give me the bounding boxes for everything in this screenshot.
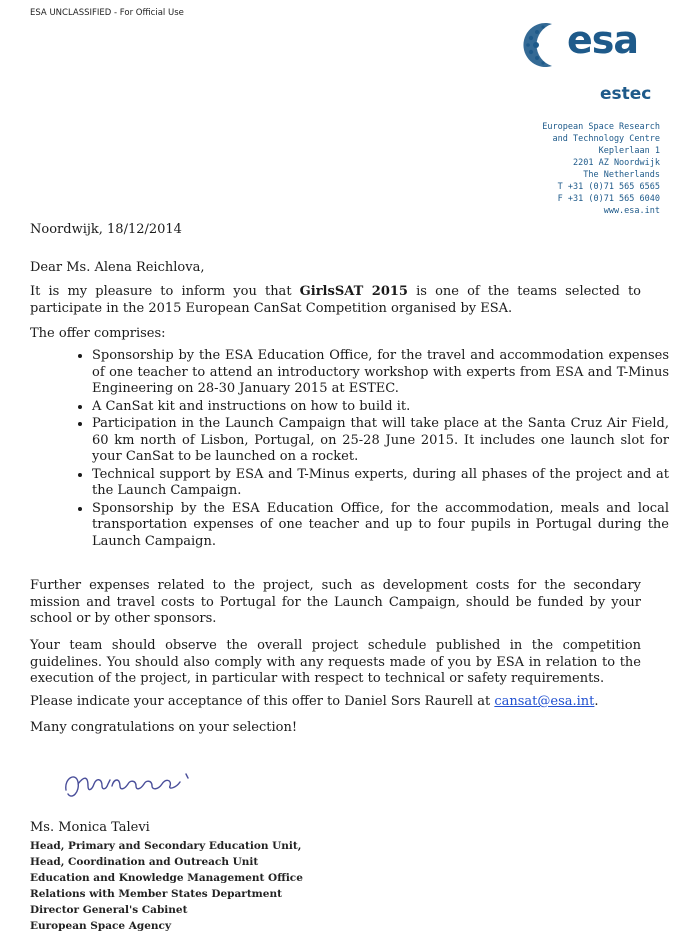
address-line: 2201 AZ Noordwijk <box>573 158 660 168</box>
place-date: Noordwijk, 18/12/2014 <box>30 222 182 237</box>
list-item: • Participation in the Launch Campaign that will take place at the Santa Cruz Air Field, 60 km north of Lisbon, Portugal, on 25-28 June 2015. It includes one launch slot for your CanSat to be launched on a rocket. <box>92 416 669 466</box>
team-name: GirlsSAT 2015 <box>299 284 408 299</box>
esa-wordmark: esa <box>567 18 639 62</box>
intro-paragraph: It is my pleasure to inform you that GirlsSAT 2015 is one of the teams selected to participate in the 2015 European CanSat Competition organised by ESA. <box>30 284 641 316</box>
email-link[interactable]: cansat@esa.int <box>494 694 595 709</box>
classification-label: ESA UNCLASSIFIED - For Official Use <box>30 8 184 18</box>
salutation: Dear Ms. Alena Reichlova, <box>30 260 205 275</box>
offer-list <box>64 348 669 551</box>
list-item: • Sponsorship by the ESA Education Office, for the travel and accommodation expenses of one teacher to attend an introductory workshop with experts from ESA and T-Minus Engineering on 28-30 January 2015 at ESTEC. <box>92 348 669 398</box>
title-line: Relations with Member States Department <box>30 888 282 900</box>
handwritten-signature <box>58 760 208 808</box>
title-line: European Space Agency <box>30 920 172 932</box>
schedule-paragraph: Your team should observe the overall project schedule published in the competition guidelines. You should also comply with any requests made of you by ESA in relation to the execution of the project, in particular with respect to technical or safety requirements. <box>30 638 641 686</box>
address-line: T +31 (0)71 565 6565 <box>557 182 660 192</box>
address-block <box>542 121 660 217</box>
signer-titles <box>30 838 303 934</box>
offer-heading: The offer comprises: <box>30 326 166 341</box>
address-line: Keplerlaan 1 <box>598 146 660 156</box>
acceptance-paragraph: Please indicate your acceptance of this offer to Daniel Sors Raurell at cansat@esa.int. <box>30 694 599 709</box>
address-line: European Space Research <box>542 122 660 132</box>
title-line: Head, Primary and Secondary Education Unit, <box>30 840 302 852</box>
expenses-paragraph: Further expenses related to the project, such as development costs for the secondary mission and travel costs to Portugal for the Launch Campaign, should be funded by your school or by other sponsors. <box>30 578 641 626</box>
address-line: The Netherlands <box>583 170 660 180</box>
address-line: and Technology Centre <box>552 134 660 144</box>
site-name: estec <box>600 84 652 104</box>
title-line: Head, Coordination and Outreach Unit <box>30 856 259 868</box>
list-item: • Technical support by ESA and T-Minus experts, during all phases of the project and at the Launch Campaign. <box>92 467 669 500</box>
list-item: • Sponsorship by the ESA Education Office, for the accommodation, meals and local transportation expenses of one teacher and up to four pupils in Portugal during the Launch Campaign. <box>92 501 669 551</box>
address-line: F +31 (0)71 565 6040 <box>557 194 660 204</box>
congrats-line: Many congratulations on your selection! <box>30 720 298 735</box>
list-item: • A CanSat kit and instructions on how to build it. <box>92 399 669 416</box>
title-line: Director General's Cabinet <box>30 904 188 916</box>
signer-name: Ms. Monica Talevi <box>30 820 150 835</box>
website-link[interactable]: www.esa.int <box>603 206 660 216</box>
title-line: Education and Knowledge Management Office <box>30 872 303 884</box>
